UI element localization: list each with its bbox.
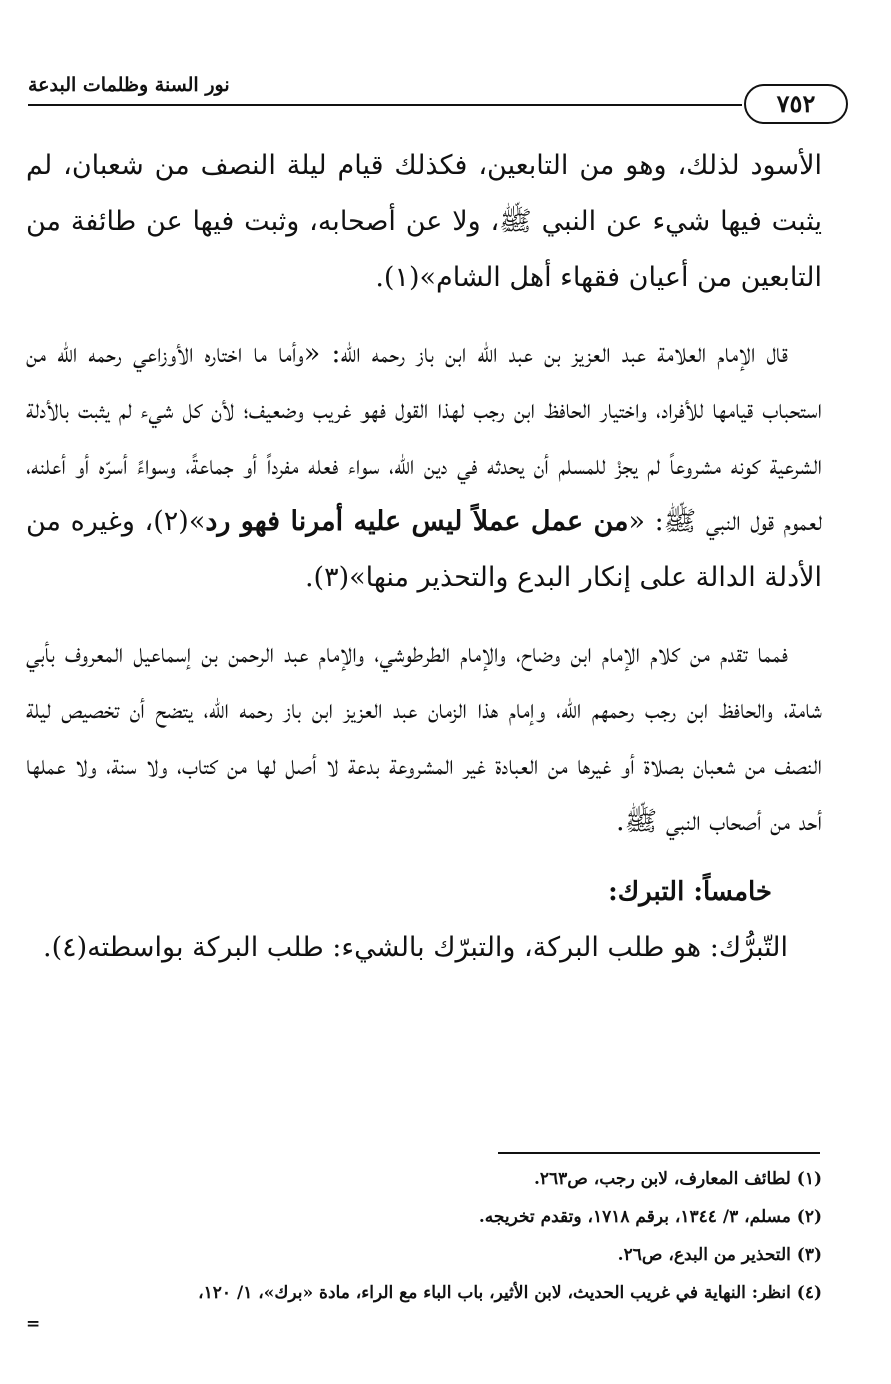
page-number: ٧٥٢ <box>744 84 848 124</box>
footnote-continuation-mark: = <box>26 1314 41 1334</box>
paragraph-2-text-b: »(٢)، وغيره من الأدلة الدالة على إنكار البدع والتحذير منها»(٣). <box>26 506 822 593</box>
footnotes <box>26 1160 822 1336</box>
paragraph-2 <box>26 326 822 606</box>
footnote-1: (١) لطائف المعارف، لابن رجب، ص٢٦٣. <box>533 1169 822 1189</box>
running-title: نور السنة وظلمات البدعة <box>28 74 230 96</box>
hadith-quote: من عمل عملاً ليس عليه أمرنا فهو رد <box>205 506 629 537</box>
footnote-2: (٢) مسلم، ٣/ ١٣٤٤، برقم ١٧١٨، وتقدم تخريجه. <box>478 1207 822 1227</box>
footnote-rule <box>498 1152 820 1154</box>
footnote-3: (٣) التحذير من البدع، ص٢٦. <box>617 1245 822 1265</box>
paragraph-3: فمما تقدم من كلام الإمام ابن وضاح، والإمام الطرطوشي، والإمام عبد الرحمن بن إسماعيل المعروف بأبي شامة، والحافظ ابن رجب رحمهم الله، وإمام هذا الزمان عبد العزيز ابن باز رحمه الله، يتضح أن تخصيص ليلة النصف من شعبان بصلاة أو غيرها من العبادة غير المشروعة بدعة لا أصل لها من كتاب، ولا سنة، ولا عملها أحد من أصحاب النبي ﷺ. <box>26 638 822 837</box>
section-heading: خامساً: التبرك: <box>608 877 772 907</box>
paragraph-2-text-a: قال الإمام العلامة عبد العزيز بن عبد الله ابن باز رحمه الله: «وأما ما اختاره الأوزاعي رحمه الله من استحباب قيامها للأفراد، واختيار الحافظ ابن رجب لهذا القول فهو غريب وضعيف؛ لأن كل شيء لم يثبت بالأدلة الشرعية كونه مشروعاً لم يجزْ للمسلم أن يحدثه في دين الله، سواء فعله مفرداً أو جماعةً، وسواءً أسرّه أو أعلنه، لعموم قول النبي ﷺ: « <box>26 338 823 537</box>
paragraph-4: التّبرُّك: هو طلب البركة، والتبرّك بالشيء: طلب البركة بواسطته(٤). <box>42 932 788 963</box>
header-rule <box>28 104 742 106</box>
main-text <box>26 138 822 976</box>
footnote-4: (٤) انظر: النهاية في غريب الحديث، لابن الأثير، باب الباء مع الراء، مادة «برك»، ١/ ١٢٠، <box>198 1283 822 1303</box>
page-header <box>28 72 848 128</box>
paragraph-1: الأسود لذلك، وهو من التابعين، فكذلك قيام ليلة النصف من شعبان، لم يثبت فيها شيء عن النبي ﷺ، ولا عن أصحابه، وثبت فيها عن طائفة من التابعين من أعيان فقهاء أهل الشام»(١). <box>26 150 822 293</box>
